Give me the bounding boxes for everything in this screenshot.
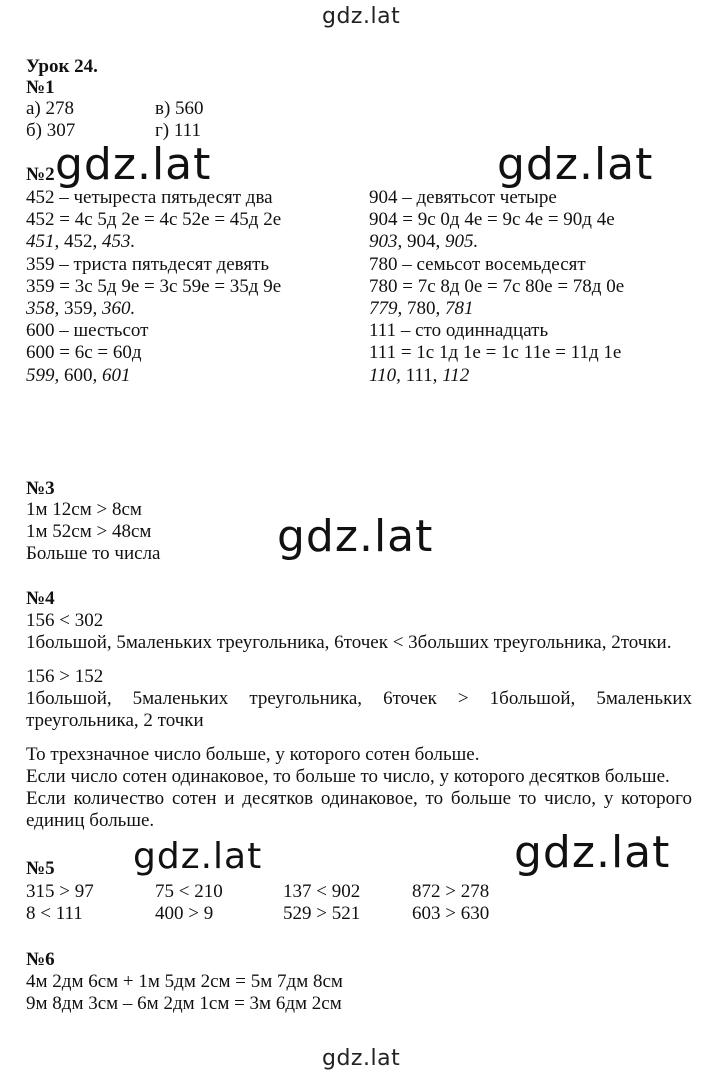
task4-line-justified: 1большой, 5маленьких треугольника, 6точек > 1большой, 5маленьких (26, 688, 692, 709)
next-number: 601 (102, 365, 131, 386)
task4-line: 1большой, 5маленьких треугольника, 6точек < 3больших треугольника, 2точки. (26, 632, 672, 653)
number: , 600, (54, 365, 102, 386)
task6-line: 9м 8дм 3см – 6м 2дм 1см = 3м 6дм 2см (26, 993, 342, 1014)
prev-number: 599 (26, 365, 55, 386)
number: , 111, (396, 365, 443, 386)
task2-left-line: 452 – четыреста пятьдесят два (26, 187, 273, 208)
task2-left-neighbors (26, 231, 135, 253)
task2-right-line: 904 = 9с 0д 4е = 9с 4е = 90д 4е (369, 209, 615, 230)
task1-b: б) 307 (26, 120, 76, 141)
task2-left-line: 359 – триста пятьдесят девять (26, 254, 270, 275)
task3-line: Больше то числа (26, 543, 161, 564)
watermark-overlay: gdz.lat (514, 827, 671, 878)
next-number: 905. (445, 231, 479, 252)
task2-title: №2 (26, 164, 55, 185)
task5-cell: 137 < 902 (283, 881, 361, 902)
task5-cell: 529 > 521 (283, 903, 361, 924)
watermark-overlay: gdz.lat (55, 139, 212, 190)
task2-left-line: 359 = 3с 5д 9е = 3с 59е = 35д 9е (26, 276, 282, 297)
watermark-top: gdz.lat (322, 4, 401, 29)
task4-rule: То трехзначное число больше, у которого сотен больше. (26, 744, 480, 765)
task3-line: 1м 12см > 8см (26, 499, 142, 520)
watermark-bottom: gdz.lat (322, 1046, 401, 1071)
task3-line: 1м 52см > 48см (26, 521, 152, 542)
number: , 904, (397, 231, 445, 252)
task5-cell: 603 > 630 (412, 903, 490, 924)
task5-cell: 872 > 278 (412, 881, 490, 902)
task2-right-line: 111 = 1с 1д 1е = 1с 11е = 11д 1е (369, 342, 622, 363)
task5-cell: 400 > 9 (155, 903, 214, 924)
number: , 359, (54, 298, 102, 319)
task4-rule: единиц больше. (26, 810, 155, 831)
task2-left-line: 600 = 6с = 60д (26, 342, 142, 363)
task4-rule-justified: Если количество сотен и десятков одинаковое, то больше то число, у которого (26, 788, 692, 809)
prev-number: 451 (26, 231, 55, 252)
watermark-overlay: gdz.lat (133, 836, 263, 877)
task4-line: 156 < 302 (26, 610, 104, 631)
task3-title: №3 (26, 478, 55, 499)
task2-right-line: 111 – сто одиннадцать (369, 320, 549, 341)
task1-v: в) 560 (155, 98, 204, 119)
task5-cell: 315 > 97 (26, 881, 94, 902)
task2-left-line: 452 = 4с 5д 2е = 4с 52е = 45д 2е (26, 209, 282, 230)
task5-cell: 8 < 111 (26, 903, 83, 924)
task4-title: №4 (26, 588, 55, 609)
number: , 780, (397, 298, 445, 319)
prev-number: 903 (369, 231, 398, 252)
task2-right-line: 904 – девятьсот четыре (369, 187, 557, 208)
task4-line: треугольника, 2 точки (26, 710, 204, 731)
task1-title: №1 (26, 77, 55, 98)
prev-number: 358 (26, 298, 55, 319)
lesson-title: Урок 24. (26, 56, 98, 77)
task4-line: 156 > 152 (26, 666, 104, 687)
next-number: 360. (102, 298, 136, 319)
task5-title: №5 (26, 858, 55, 879)
task2-right-line: 780 = 7с 8д 0е = 7с 80е = 78д 0е (369, 276, 625, 297)
task2-right-neighbors (369, 365, 469, 387)
prev-number: 779 (369, 298, 398, 319)
next-number: 781 (445, 298, 474, 319)
task6-title: №6 (26, 949, 55, 970)
task2-right-line: 780 – семьсот восемьдесят (369, 254, 586, 275)
task1-g: г) 111 (155, 120, 201, 141)
next-number: 112 (442, 365, 470, 386)
next-number: 453. (102, 231, 136, 252)
task2-left-neighbors (26, 298, 135, 320)
task2-left-line: 600 – шестьсот (26, 320, 149, 341)
number: , 452, (54, 231, 102, 252)
task1-a: а) 278 (26, 98, 75, 119)
task2-right-neighbors (369, 298, 474, 320)
prev-number: 110 (369, 365, 397, 386)
watermark-overlay: gdz.lat (497, 139, 654, 190)
task5-cell: 75 < 210 (155, 881, 223, 902)
task2-left-neighbors (26, 365, 131, 387)
task2-right-neighbors (369, 231, 478, 253)
task4-rule: Если число сотен одинаковое, то больше то число, у которого десятков больше. (26, 766, 670, 787)
task6-line: 4м 2дм 6см + 1м 5дм 2см = 5м 7дм 8см (26, 971, 343, 992)
watermark-overlay: gdz.lat (277, 511, 434, 562)
